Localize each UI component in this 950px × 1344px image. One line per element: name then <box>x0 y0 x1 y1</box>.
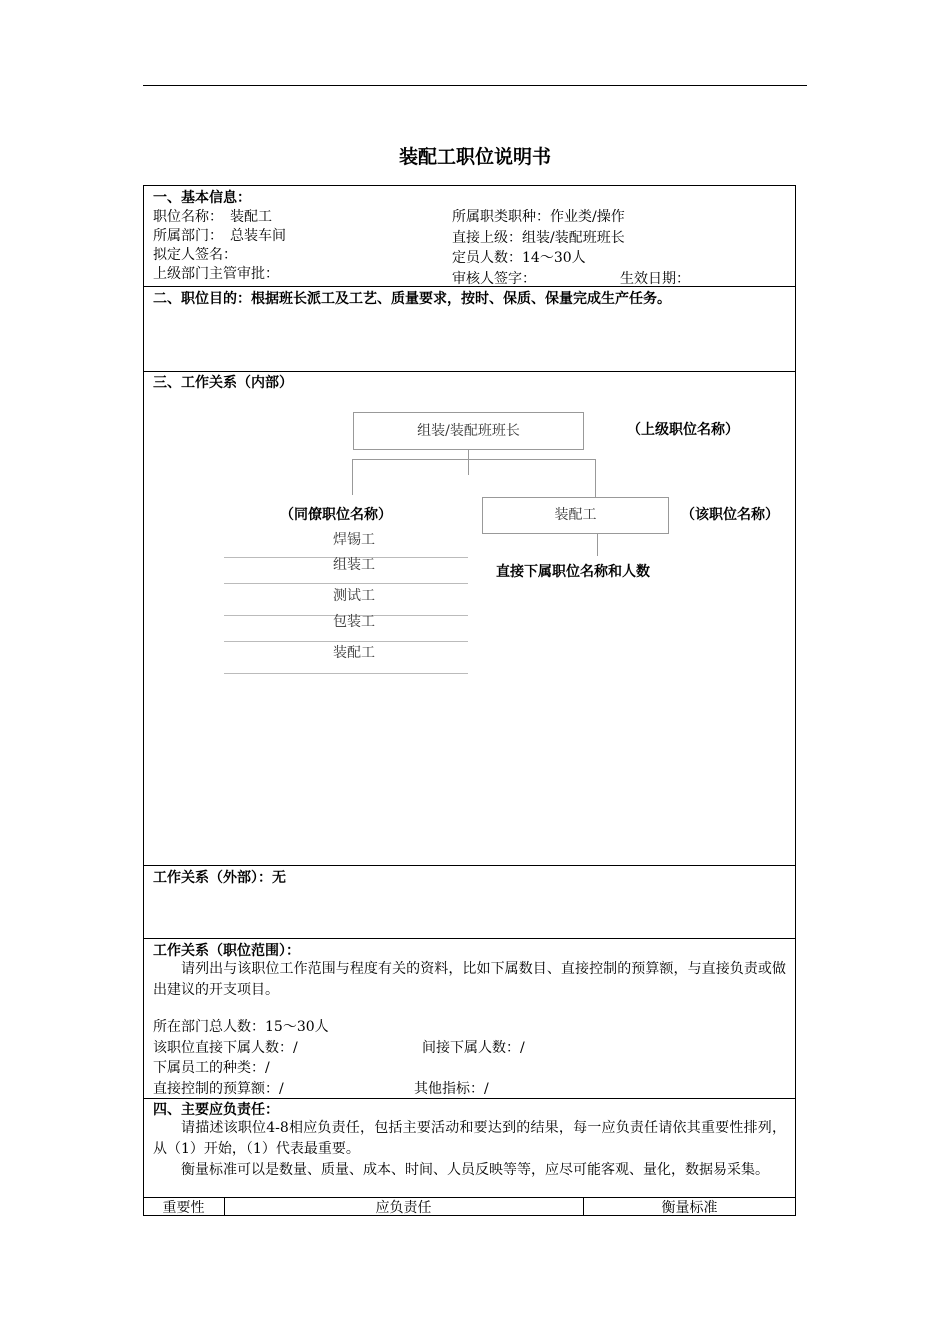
job-category: 所属职类职种：作业类/操作 <box>452 209 625 225</box>
peer-clip <box>224 527 484 547</box>
divider <box>143 286 796 287</box>
connector <box>352 459 353 495</box>
peer-item: 组装工 <box>333 557 375 573</box>
duties-description: 请描述该职位4-8相应负责任，包括主要活动和要达到的结果，每一应负责任请依其重要性排列，从（1）开始，（1）代表最重要。 <box>153 1120 786 1157</box>
reviewer-signature: 审核人签字： <box>452 271 536 287</box>
basic-info-heading: 一、基本信息： <box>153 190 251 206</box>
connector <box>352 459 596 460</box>
peer-label: （同僚职位名称） <box>280 507 392 523</box>
duties-heading: 四、主要应负责任： <box>153 1102 279 1118</box>
document-title: 装配工职位说明书 <box>398 146 551 168</box>
direct-budget: 直接控制的预算额：/ <box>153 1081 284 1097</box>
peer-item: 焊锡工 <box>333 532 375 547</box>
connector <box>597 534 598 556</box>
column-importance: 重要性 <box>162 1200 205 1216</box>
self-position-label: （该职位名称） <box>681 507 779 523</box>
subordinate-label: 直接下属职位名称和人数 <box>496 564 650 580</box>
department: 所属部门： 总装车间 <box>153 228 286 244</box>
superior-box: 组装/装配班班长 <box>353 412 584 450</box>
self-position-box: 装配工 <box>482 497 669 534</box>
headcount: 定员人数：14～30人 <box>452 250 586 266</box>
supervisor-approval: 上级部门主管审批： <box>153 266 279 282</box>
peer-divider <box>224 583 468 584</box>
dept-total: 所在部门总人数：15～30人 <box>153 1019 329 1035</box>
scope-description: 请列出与该职位工作范围与程度有关的资料，比如下属数目、直接控制的预算额，与直接负责或做出建议的开支项目。 <box>153 961 786 998</box>
divider <box>143 371 796 372</box>
divider <box>143 938 796 939</box>
superior-label: （上级职位名称） <box>627 422 739 438</box>
position-name: 职位名称： 装配工 <box>153 209 272 225</box>
column-responsibility: 应负责任 <box>375 1200 432 1216</box>
indirect-subordinates: 间接下属人数：/ <box>422 1040 525 1056</box>
internal-relations-heading: 三、工作关系（内部） <box>153 375 293 391</box>
other-indicators: 其他指标：/ <box>414 1081 489 1097</box>
connector <box>468 450 469 475</box>
effective-date: 生效日期： <box>620 271 690 287</box>
connector <box>595 459 596 497</box>
divider <box>143 865 796 866</box>
peer-item: 测试工 <box>333 588 375 604</box>
peer-divider <box>224 673 468 674</box>
direct-superior: 直接上级：组装/装配班班长 <box>452 230 625 246</box>
subordinate-types: 下属员工的种类：/ <box>153 1060 270 1076</box>
divider <box>143 1098 796 1099</box>
drafter-signature: 拟定人签名： <box>153 247 237 263</box>
scope-heading: 工作关系（职位范围）： <box>153 943 300 959</box>
direct-subordinates: 该职位直接下属人数：/ <box>153 1040 298 1056</box>
peer-item: 包装工 <box>333 614 375 630</box>
position-purpose: 二、职位目的：根据班长派工及工艺、质量要求，按时、保质、保量完成生产任务。 <box>153 291 671 307</box>
measurement-description: 衡量标准可以是数量、质量、成本、时间、人员反映等等，应尽可能客观、量化，数据易采集。 <box>181 1162 769 1178</box>
external-relations: 工作关系（外部）：无 <box>153 870 286 886</box>
column-measurement: 衡量标准 <box>661 1200 718 1216</box>
peer-item: 装配工 <box>333 645 375 661</box>
header-rule <box>143 85 807 86</box>
